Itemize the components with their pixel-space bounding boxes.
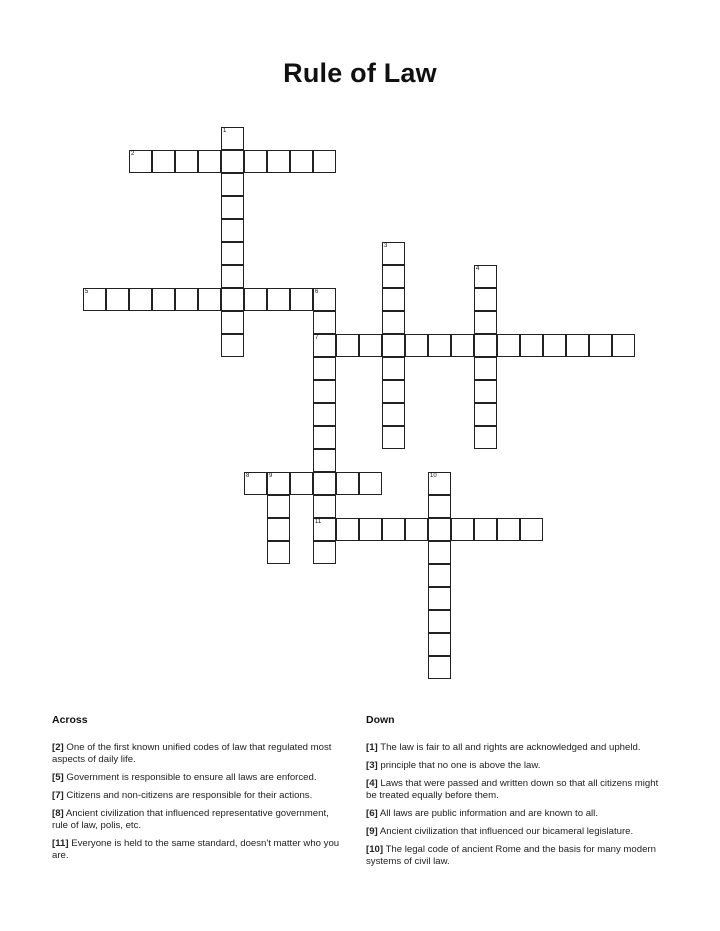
grid-cell[interactable] <box>267 495 290 518</box>
grid-cell[interactable] <box>428 564 451 587</box>
grid-cell[interactable] <box>428 518 451 541</box>
grid-cell[interactable] <box>129 150 152 173</box>
grid-cell[interactable] <box>152 288 175 311</box>
clue-number: 4 <box>476 266 480 272</box>
grid-cell[interactable] <box>405 334 428 357</box>
grid-cell[interactable] <box>221 311 244 334</box>
grid-cell[interactable] <box>290 150 313 173</box>
grid-cell[interactable] <box>221 196 244 219</box>
clue-across-11: [11] Everyone is held to the same standard, doesn't matter who you are. <box>52 838 340 861</box>
grid-cell[interactable] <box>267 150 290 173</box>
grid-cell[interactable] <box>589 334 612 357</box>
grid-cell[interactable] <box>221 219 244 242</box>
grid-cell[interactable] <box>244 288 267 311</box>
grid-cell[interactable] <box>474 265 497 288</box>
grid-cell[interactable] <box>474 357 497 380</box>
clue-number: 11 <box>315 519 322 525</box>
clue-down-10: [10] The legal code of ancient Rome and the basis for many modern systems of civil law. <box>366 844 656 867</box>
grid-cell[interactable] <box>520 518 543 541</box>
grid-cell[interactable] <box>313 449 336 472</box>
clue-number: 10 <box>430 473 437 479</box>
grid-cell[interactable] <box>566 334 589 357</box>
grid-cell[interactable] <box>198 288 221 311</box>
grid-cell[interactable] <box>313 472 336 495</box>
grid-cell[interactable] <box>244 150 267 173</box>
grid-cell[interactable] <box>267 541 290 564</box>
clue-down-9: [9] Ancient civilization that influenced our bicameral legislature. <box>366 826 634 837</box>
grid-cell[interactable] <box>267 518 290 541</box>
grid-cell[interactable] <box>83 288 106 311</box>
grid-cell[interactable] <box>336 518 359 541</box>
grid-cell[interactable] <box>382 403 405 426</box>
grid-cell[interactable] <box>244 472 267 495</box>
grid-cell[interactable] <box>336 334 359 357</box>
clue-down-4: [4] Laws that were passed and written down so that all citizens might be treated equally before them. <box>366 778 659 801</box>
grid-cell[interactable] <box>382 426 405 449</box>
grid-cell[interactable] <box>221 242 244 265</box>
grid-cell[interactable] <box>313 357 336 380</box>
grid-cell[interactable] <box>267 472 290 495</box>
grid-cell[interactable] <box>175 150 198 173</box>
grid-cell[interactable] <box>382 311 405 334</box>
grid-cell[interactable] <box>428 656 451 679</box>
down-heading: Down <box>366 714 395 726</box>
grid-cell[interactable] <box>474 403 497 426</box>
clue-number: 6 <box>315 289 319 295</box>
clue-number: 9 <box>269 473 273 479</box>
grid-cell[interactable] <box>428 495 451 518</box>
grid-cell[interactable] <box>428 541 451 564</box>
grid-cell[interactable] <box>313 150 336 173</box>
grid-cell[interactable] <box>474 311 497 334</box>
clue-number: 1 <box>223 128 227 134</box>
grid-cell[interactable] <box>382 334 405 357</box>
grid-cell[interactable] <box>382 288 405 311</box>
grid-cell[interactable] <box>359 334 382 357</box>
grid-cell[interactable] <box>359 472 382 495</box>
grid-cell[interactable] <box>313 518 336 541</box>
across-heading: Across <box>52 714 88 726</box>
clue-down-3: [3] principle that no one is above the law. <box>366 760 541 771</box>
down-clues <box>366 714 671 874</box>
grid-cell[interactable] <box>313 495 336 518</box>
grid-cell[interactable] <box>612 334 635 357</box>
grid-cell[interactable] <box>313 311 336 334</box>
grid-cell[interactable] <box>382 265 405 288</box>
grid-cell[interactable] <box>520 334 543 357</box>
clue-across-5: [5] Government is responsible to ensure all laws are enforced. <box>52 772 317 783</box>
grid-cell[interactable] <box>221 265 244 288</box>
grid-cell[interactable] <box>175 288 198 311</box>
grid-cell[interactable] <box>382 518 405 541</box>
grid-cell[interactable] <box>152 150 175 173</box>
clue-number: 8 <box>246 473 250 479</box>
grid-cell[interactable] <box>313 334 336 357</box>
grid-cell[interactable] <box>359 518 382 541</box>
clue-across-8: [8] Ancient civilization that influenced representative government, rule of law, polis, etc. <box>52 808 329 831</box>
grid-cell[interactable] <box>428 610 451 633</box>
grid-cell[interactable] <box>428 472 451 495</box>
grid-cell[interactable] <box>497 334 520 357</box>
grid-cell[interactable] <box>382 357 405 380</box>
clue-number: 5 <box>85 289 89 295</box>
clue-number: 3 <box>384 243 388 249</box>
grid-cell[interactable] <box>474 334 497 357</box>
grid-cell[interactable] <box>290 288 313 311</box>
grid-cell[interactable] <box>221 334 244 357</box>
clue-across-7: [7] Citizens and non-citizens are responsible for their actions. <box>52 790 313 801</box>
grid-cell[interactable] <box>313 403 336 426</box>
grid-cell[interactable] <box>543 334 566 357</box>
clue-down-6: [6] All laws are public information and are known to all. <box>366 808 598 819</box>
grid-cell[interactable] <box>474 288 497 311</box>
grid-cell[interactable] <box>405 518 428 541</box>
grid-cell[interactable] <box>221 127 244 150</box>
grid-cell[interactable] <box>221 150 244 173</box>
grid-cell[interactable] <box>129 288 152 311</box>
grid-cell[interactable] <box>474 518 497 541</box>
grid-cell[interactable] <box>497 518 520 541</box>
grid-cell[interactable] <box>106 288 129 311</box>
grid-cell[interactable] <box>428 587 451 610</box>
across-clues <box>52 714 342 868</box>
grid-cell[interactable] <box>428 633 451 656</box>
grid-cell[interactable] <box>313 380 336 403</box>
grid-cell[interactable] <box>451 334 474 357</box>
grid-cell[interactable] <box>336 472 359 495</box>
grid-cell[interactable] <box>382 380 405 403</box>
grid-cell[interactable] <box>290 472 313 495</box>
grid-cell[interactable] <box>221 288 244 311</box>
puzzle-title: Rule of Law <box>283 58 437 88</box>
grid-cell[interactable] <box>451 518 474 541</box>
clue-across-2: [2] One of the first known unified codes of law that regulated most aspects of daily life. <box>52 742 332 765</box>
grid-cell[interactable] <box>198 150 221 173</box>
grid-cell[interactable] <box>474 380 497 403</box>
clue-number: 2 <box>131 151 135 157</box>
grid-cell[interactable] <box>474 426 497 449</box>
grid-cell[interactable] <box>382 242 405 265</box>
grid-cell[interactable] <box>313 288 336 311</box>
clue-number: 7 <box>315 335 319 341</box>
grid-cell[interactable] <box>428 334 451 357</box>
grid-cell[interactable] <box>221 173 244 196</box>
clue-down-1: [1] The law is fair to all and rights are acknowledged and upheld. <box>366 742 641 753</box>
grid-cell[interactable] <box>313 541 336 564</box>
grid-cell[interactable] <box>313 426 336 449</box>
grid-cell[interactable] <box>267 288 290 311</box>
